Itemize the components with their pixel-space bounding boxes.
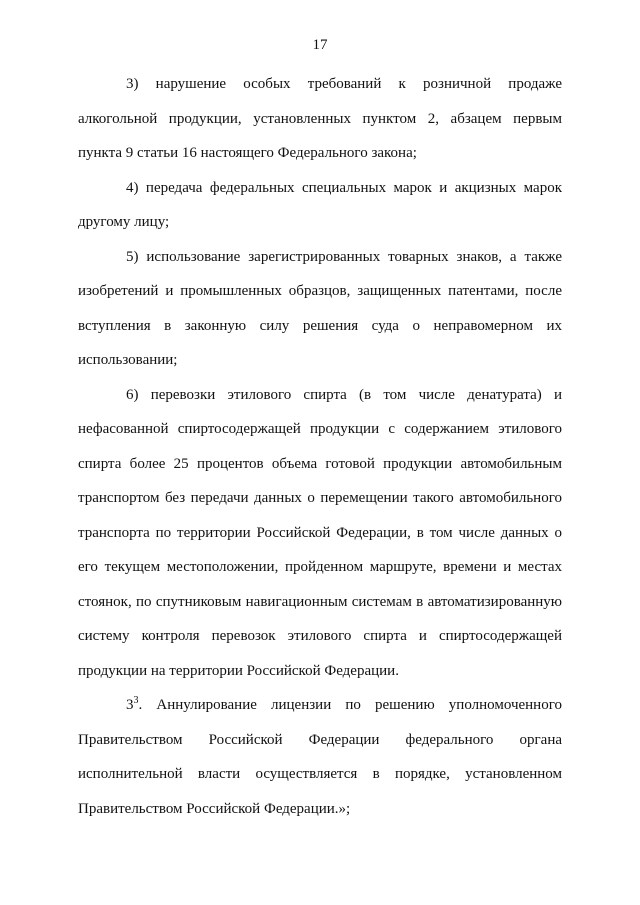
list-item-3: 3) нарушение особых требований к розничной продаже алкогольной продукции, установленных пунктом 2, абзацем первым пункта 9 статьи 16 настоящего Федерального закона;: [78, 76, 562, 161]
clause-superscript: 3: [133, 695, 139, 706]
list-item-5: 5) использование зарегистрированных товарных знаков, а также изобретений и промышленных образцов, защищенных патентами, после вступления в законную силу решения суда о неправомерном их использовании;: [78, 248, 562, 368]
list-item-4: 4) передача федеральных специальных марок и акцизных марок другому лицу;: [78, 179, 562, 230]
list-item-6: 6) перевозки этилового спирта (в том числе денатурата) и нефасованной спиртосодержащей продукции с содержанием этилового спирта более 25 процентов объема готовой продукции автомобильным транспортом без передачи данных о перемещении такого автомобильного транспорта по территории Российской Федерации, в том числе данных о его текущем местоположении, пройденном маршруте, времени и местах стоянок, по спутниковым навигационным системам в автоматизированную систему контроля перевозок этилового спирта и спиртосодержащей продукции на территории Российской Федерации.: [78, 386, 562, 679]
document-body: [78, 67, 562, 826]
page-number: 17: [312, 37, 328, 53]
clause-3-3: [78, 688, 562, 826]
clause-number-suffix: .: [138, 697, 143, 713]
clause-number: 3: [126, 697, 134, 713]
clause-text: Аннулирование лицензии по решению уполномоченного Правительством Российской Федерации федерального органа исполнительной власти осуществляется в порядке, установленном Правительством Российской Федерации.»;: [78, 697, 562, 817]
